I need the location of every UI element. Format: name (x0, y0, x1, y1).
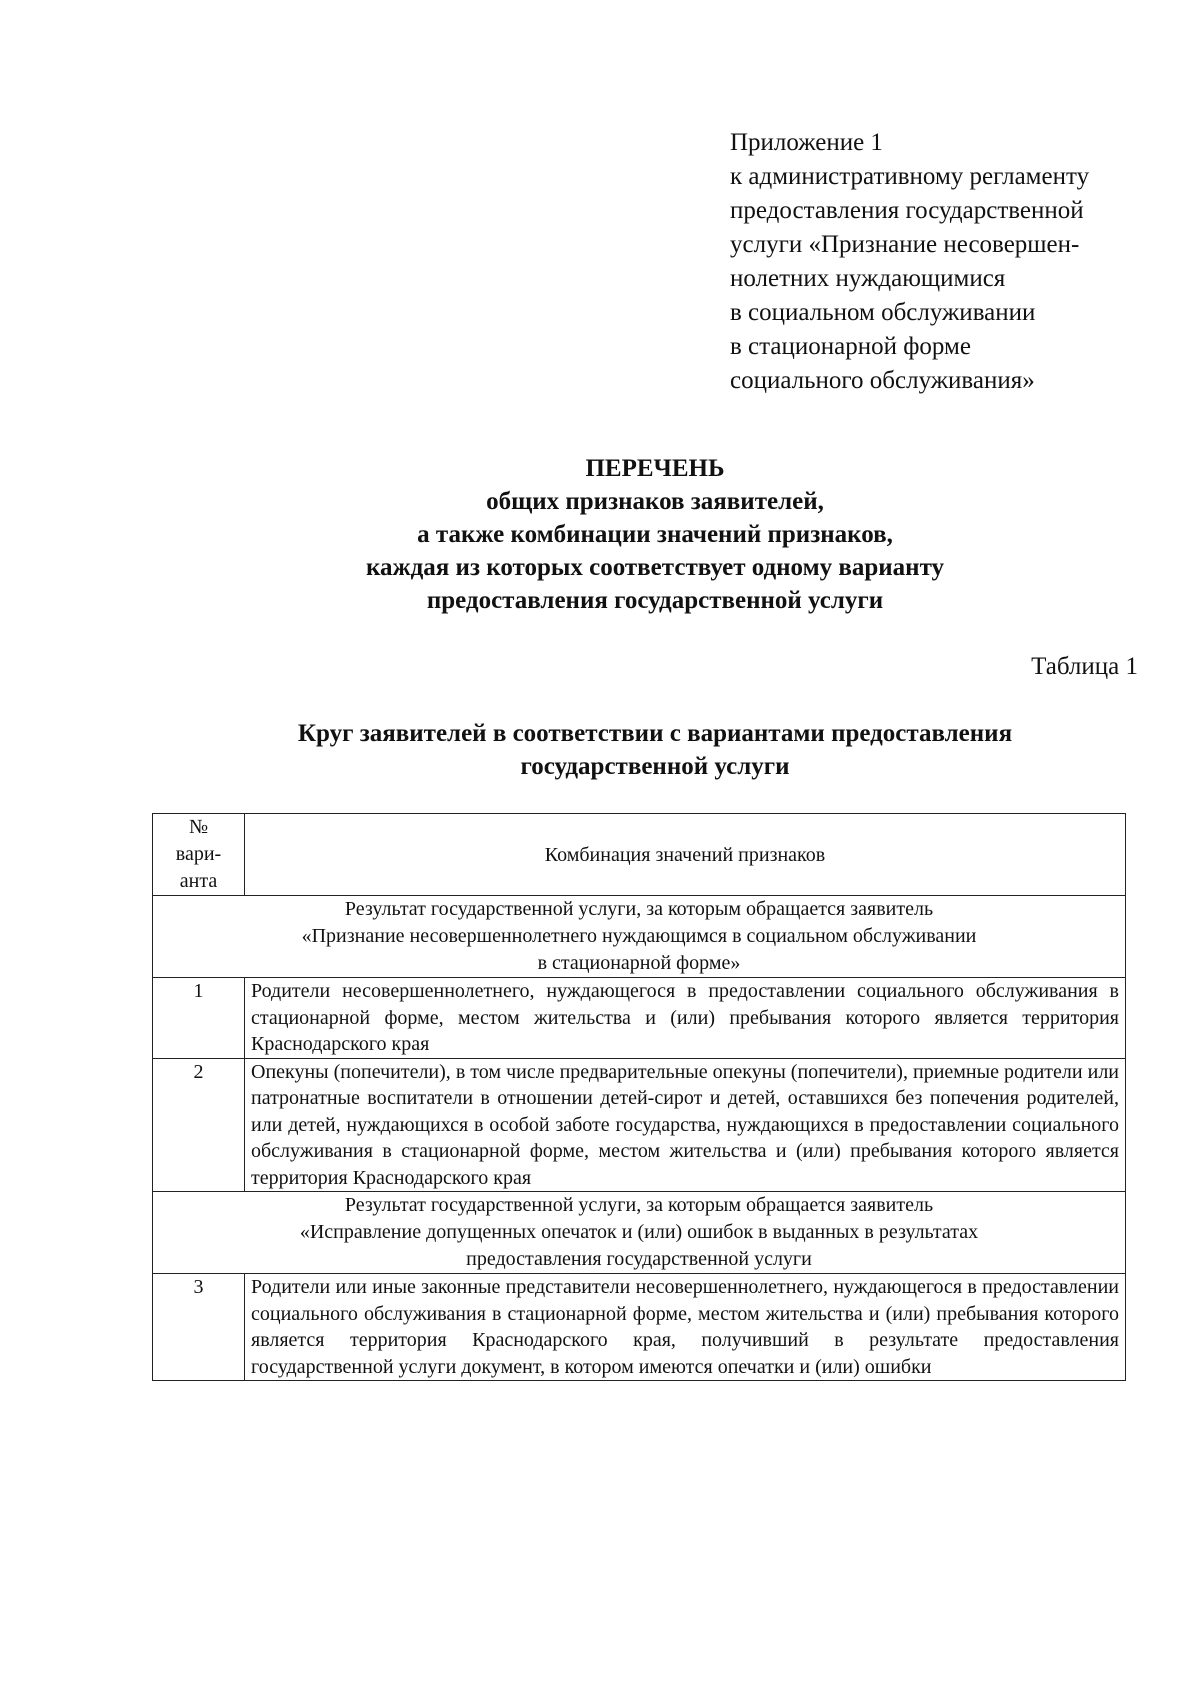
header-variant-number (153, 814, 245, 896)
table-row (153, 1058, 1126, 1192)
document-subtitle-line: каждая из которых соответствует одному варианту (365, 554, 945, 581)
table-title-line: государственной услуги (520, 753, 790, 780)
document-subtitle-line: а также комбинации значений признаков, (417, 521, 893, 548)
header-combination: Комбинация значений признаков (245, 814, 1126, 896)
appendix-line: социального обслуживания» (730, 367, 1035, 394)
variant-description: Родители или иные законные представители несовершеннолетнего, нуждающегося в предоставлении социального обслуживания в стационарной форме, местом жительства и (или) пребывания которого является территория Краснодарского края, получивший в результате предоставления государственной услуги документ, в котором имеются опечатки и (или) ошибки (245, 1274, 1126, 1381)
header-num-line: вари- (175, 843, 222, 865)
result-line: «Исправление допущенных опечаток и (или) ошибок в выданных в результатах (299, 1221, 979, 1243)
appendix-block (730, 126, 1170, 398)
document-subtitle-line: предоставления государственной услуги (426, 587, 884, 614)
variant-number: 3 (153, 1274, 245, 1381)
variants-table (152, 813, 1126, 1381)
appendix-line: в стационарной форме (730, 333, 971, 360)
variant-number: 1 (153, 978, 245, 1059)
result-group-cell (153, 896, 1126, 978)
document-subtitle-line: общих признаков заявителей, (486, 488, 824, 515)
variant-number: 2 (153, 1058, 245, 1192)
appendix-line: услуги «Признание несовершен- (730, 231, 1080, 258)
appendix-line: в социальном обслуживании (730, 299, 1036, 326)
result-line: в стационарной форме» (537, 952, 741, 974)
variant-description: Опекуны (попечители), в том числе предварительные опекуны (попечители), приемные родители или патронатные воспитатели в отношении детей-сирот и детей, оставшихся без попечения родителей, или детей, нуждающихся в особой заботе государства, нуждающихся в предоставлении социального обслуживания в стационарной форме, местом жительства и (или) пребывания которого является территория Краснодарского края (245, 1058, 1126, 1192)
appendix-line: предоставления государственной (730, 197, 1084, 224)
table-title (0, 717, 1200, 783)
header-num-line: № (188, 816, 209, 838)
result-group-row (153, 896, 1126, 978)
result-group-cell (153, 1192, 1126, 1274)
result-group-row (153, 1192, 1126, 1274)
table-header-row (153, 814, 1126, 896)
result-line: Результат государственной услуги, за которым обращается заявитель (344, 1194, 934, 1216)
result-line: Результат государственной услуги, за которым обращается заявитель (344, 898, 934, 920)
appendix-line: к административному регламенту (730, 163, 1090, 190)
appendix-line: Приложение 1 (730, 129, 883, 156)
document-title: ПЕРЕЧЕНЬ (585, 455, 725, 482)
table-row (153, 1274, 1126, 1381)
variant-description: Родители несовершеннолетнего, нуждающегося в предоставлении социального обслуживания в стационарной форме, местом жительства и (или) пребывания которого является территория Краснодарского края (245, 978, 1126, 1059)
result-line: «Признание несовершеннолетнего нуждающимся в социальном обслуживании (301, 925, 977, 947)
table-row (153, 978, 1126, 1059)
document-heading (0, 452, 1200, 617)
result-line: предоставления государственной услуги (466, 1248, 812, 1270)
table-label: Таблица 1 (1031, 653, 1138, 680)
table-title-line: Круг заявителей в соответствии с вариантами предоставления (297, 720, 1013, 747)
appendix-line: нолетних нуждающимися (730, 265, 1006, 292)
header-num-line: анта (179, 870, 218, 892)
